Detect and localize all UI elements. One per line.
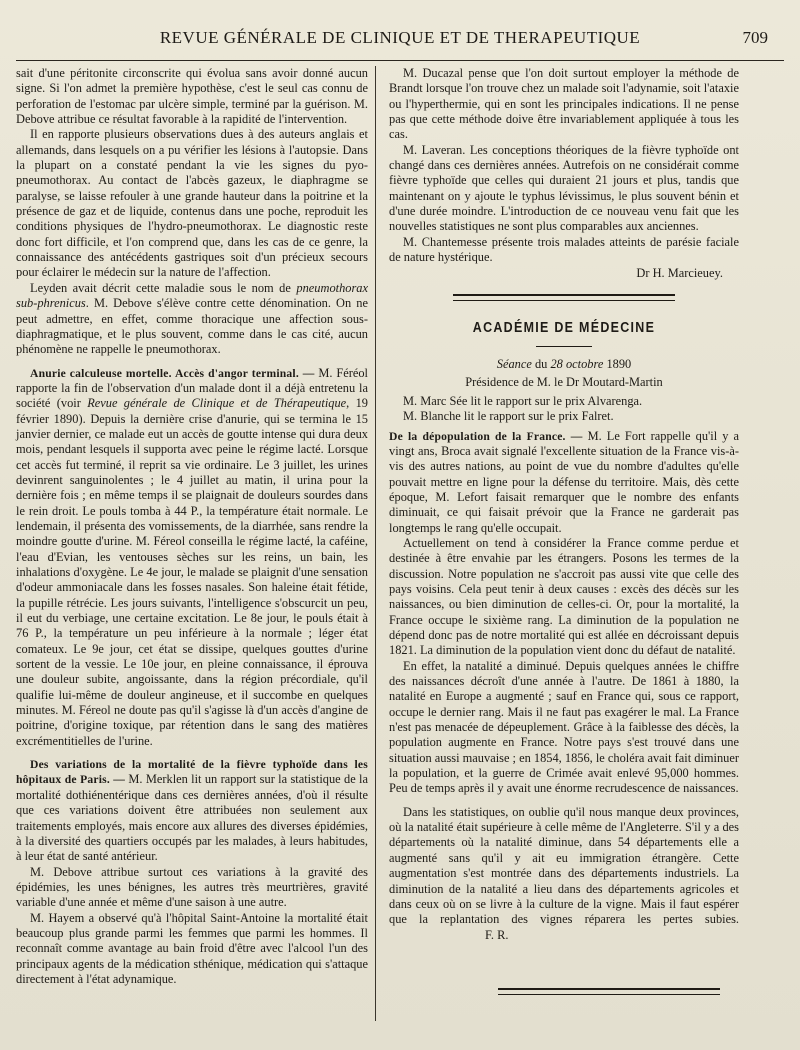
double-rule	[453, 294, 675, 301]
text-run: 1890	[603, 357, 632, 372]
text-run: Leyden avait décrit cette maladie sous le nom de	[30, 280, 297, 295]
paragraph	[389, 805, 739, 943]
paragraph: M. Chantemesse présente trois malades atteints de parésie faciale de nature hystérique.	[389, 234, 739, 265]
text-run: M. Le Fort rappelle qu'il y a vingt ans, Broca avait signalé l'excellente situation de la France vis-à-vis des autres nations, au point de vue du nombre d'adultes qu'elle pouvait mettre en ligne pour la défense du territoire. Mais, dès cette époque, M. Lefort faisait remarquer que le nombre des enfants diminuait, ce qui faisait prévoir que la France ne garderait pas longtemps le rang qu'elle occupait.	[389, 428, 739, 535]
text-run: M. Féréol rapporte la fin de l'observation d'un malade dont il a déjà entretenu la société (voir	[16, 365, 368, 411]
text-run: Dans les statistiques, on oublie qu'il nous manque deux provinces, où la natalité était supérieure à celle même de l'Angleterre. S'il y a des départements où la natalité diminue, dans 54 départements elle a augmenté sans qu'il y ait eu immigration étrangère. Cette augmentation s'est montrée dans des départements industriels. La diminution de la natalité a lieu dans des départements agricoles et dans ceux où on se livre à la culture de la vigne. Mais il faut espérer que la replantation des vignes réparera les pertes subies.	[389, 804, 739, 927]
text-run: du	[531, 357, 551, 372]
short-rule	[536, 346, 592, 347]
running-head	[20, 26, 780, 56]
paragraph: M. Marc Sée lit le rapport sur le prix Alvarenga.	[403, 393, 643, 408]
paragraph: sait d'une péritonite circonscrite qui évolua sans avoir donné aucun signe. Si l'on admet la première hypothèse, c'est le seul cas connu de perforation de l'estomac par ulcère simple, terminé par la guérison. M. Debove attribue ce résultat favorable à la rapidité de l'intervention.	[16, 66, 368, 127]
paragraph	[16, 366, 368, 750]
italic-citation: Revue générale de Clinique et de Thérapeutique	[87, 396, 347, 411]
paragraph: M. Debove attribue surtout ces variations à la gravité des épidémies, les unes bénignes, les autres très meurtrières, gravité variable d'une année et même d'une saison à une autre.	[16, 864, 368, 910]
text-run: Séance	[496, 357, 532, 372]
spacer	[16, 749, 368, 757]
paragraph: Il en rapporte plusieurs observations dues à des auteurs anglais et allemands, dans lesquels on a pu vérifier les lésions à l'autopsie. Dans la plupart on a constaté pendant la vie les signes du pyo-pneumothorax. Au contact de l'abcès gazeux, le diaphragme se paralyse, se laisse refouler à une grande hauteur dans la poitrine et la présence de gaz et de liquide, contenus dans une poche, reproduit les conditions physiques de l'hydro-pneumothorax. Le diagnostic reste donc fort difficile, et l'on comprend que, dans les cas de ce genre, la connaissance des antécédents gastriques soit d'un précieux secours pour éclairer le médecin sur la nature de l'affection.	[16, 127, 368, 280]
spacer	[389, 797, 739, 805]
presidence: Présidence de M. le Dr Moutard-Martin	[465, 374, 663, 389]
section-title: ACADÉMIE DE MÉDECINE	[472, 319, 656, 336]
end-rule	[498, 988, 720, 995]
page-number: 709	[742, 28, 768, 47]
paragraph: M. Laveran. Les conceptions théoriques de la fièvre typhoïde ont changé dans ces dernières années. Autrefois on ne considérait comme fièvre typhoïde que celles qui duraient 21 jours et plus, tandis que maintenant on y ajoute le typhus lévissimus, le plus souvent bénin et d'une durée moindre. L'introduction de ce nouveau venu fait que les nouvelles statistiques ne sont plus comparables aux anciennes.	[389, 142, 739, 234]
paragraph	[389, 429, 739, 536]
text-run: M. Merklen lit un rapport sur la statistique de la mortalité dothiénentérique dans ces dernières années, d'où il résulte que ces variations doivent être attribuées non seulement aux traitements employés, mais encore aux allures des diverses épidémies, à la diversité des quartiers occupés par les malades, à leurs habitudes, à leur état de santé antérieur.	[16, 772, 368, 864]
text-run: , 19 février 1890). Depuis la dernière crise d'anurie, qui se termina le 15 janvier dernier, ce malade eut un accès de goutte intense qui dura deux mois, pendant lesquels il supporta avec peine le régime lacté. Lorsque cet accès fut terminé, il reprit sa vie ordinaire. Le 3 juillet, les urines devinrent sanguinolentes ; le 4 juillet au matin, il urina pour la dernière fois ; en même temps il se plaignait de douleurs sourdes dans le rein droit. Le pouls tomba à 44 P., la température était normale. Le lendemain, il présenta des vomissements, de la diarrhée, sans rendre la moindre goutte d'urine. M. Féreol conseilla le régime lacté, la caféine, l'eau d'Evian, les ventouses sèches sur les reins, un bain, les inhalations d'oxygène. Le 4e jour, le malade se plaignit d'une sensation d'odeur ammoniacale dans les fosses nasales. Son haleine était fétide, la pupille rétrécie. Les jours suivants, l'intelligence s'obscurcit un peu, il eut du verbiage, une certaine excitation. Le 8e jour, le pouls était à 76 P., la température un peu inférieure à la normale ; léger état comateux. Le 9e jour, cet état se dissipe, quelques gouttes d'urine sortent de la vessie. Le 10e jour, en pleine connaissance, il éprouva une douleur subite, angoissante, dans la région précordiale, qu'il qualifie lui-même de douleur angineuse, et il succombe en quelques minutes. M. Féreol ne doute pas qu'il s'agisse là d'un accès d'angine de poitrine, d'origine toxique, par rétention dans le sang des matières excrémentitielles de l'urine.	[16, 396, 368, 748]
section-heading: Anurie calculeuse mortelle. Accès d'angor terminal. —	[30, 366, 315, 380]
text-run: 28 octobre	[550, 357, 604, 372]
paragraph: M. Ducazal pense que l'on doit surtout employer la méthode de Brandt lorsque l'on trouve chez un malade soit l'adynamie, soit l'ataxie ou l'hyperthermie, qui en sont les principales indications. Il ne pense pas que cette méthode doive être invariablement appliquée à tous les cas.	[389, 66, 739, 142]
paragraph: M. Hayem a observé qu'à l'hôpital Saint-Antoine la mortalité était beaucoup plus grande parmi les femmes que parmi les hommes. Il reconnaît comme avantage au bain froid d'être avec l'alcool l'un des principaux agents de la médication sthénique, médication qui s'attaque directement à l'état adynamique.	[16, 910, 368, 986]
signature: Dr H. Marcieuey.	[636, 266, 723, 281]
left-column	[16, 66, 368, 987]
journal-title: REVUE GÉNÉRALE DE CLINIQUE ET DE THERAPEUTIQUE	[159, 28, 641, 47]
initials-signature: F. R.	[485, 927, 509, 942]
paragraph	[16, 281, 368, 358]
italic-term: pneumothorax sub-phrenicus	[16, 280, 368, 311]
text-run: . M. Debove s'élève contre cette dénomination. On ne peut admettre, en effet, comme thoracique une affection sous-diaphragmatique, et le plus souvent, comme dans le cas cité, aucun phénomène ne rappelle le pneumothorax.	[16, 296, 368, 357]
session-date	[389, 357, 739, 372]
paragraph	[16, 757, 368, 864]
header-rule	[16, 60, 784, 61]
section-heading: Des variations de la mortalité de la fièvre typhoïde dans les hôpitaux de Paris. —	[16, 758, 368, 787]
paragraph: En effet, la natalité a diminué. Depuis quelques années le chiffre des naissances décroît d'une année à l'autre. De 1861 à 1880, la natalité en Europe a augmenté ; sauf en France qui, sous ce rapport, occupe le dernier rang. Mais il ne faut pas exagérer le mal. La France n'est pas menacée de dépeuplement. Grâce à la faiblesse des décès, la population augmente en France. Notre pays s'est trouvé dans une situation aussi mauvaise ; en 1854, 1856, le choléra avait fait diminuer la population, et la guerre de Crimée avait enlevé 95,000 hommes. Peu de temps après il y avait une énorme recrudescence de naissances.	[389, 658, 739, 796]
spacer	[16, 358, 368, 366]
section-heading: De la dépopulation de la France. —	[389, 429, 583, 443]
column-divider	[375, 66, 376, 1021]
paragraph: M. Blanche lit le rapport sur le prix Falret.	[403, 409, 614, 424]
paragraph: Actuellement on tend à considérer la France comme perdue et destinée à être envahie par les étrangers. Posons les termes de la discussion. Notre population ne s'accroit pas aussi vite que celle des pays voisins. Cela peut tenir à deux causes : excès des décès sur les naissances, ou bien diminution de celles-ci. Or, pour la mortalité, la France occupe le sixième rang. La diminution de la population ne dépend donc pas de notre mortalité qui est allée en décroissant depuis 1821. La diminution de la population vient donc du défaut de natalité.	[389, 535, 739, 658]
right-column	[389, 66, 739, 943]
